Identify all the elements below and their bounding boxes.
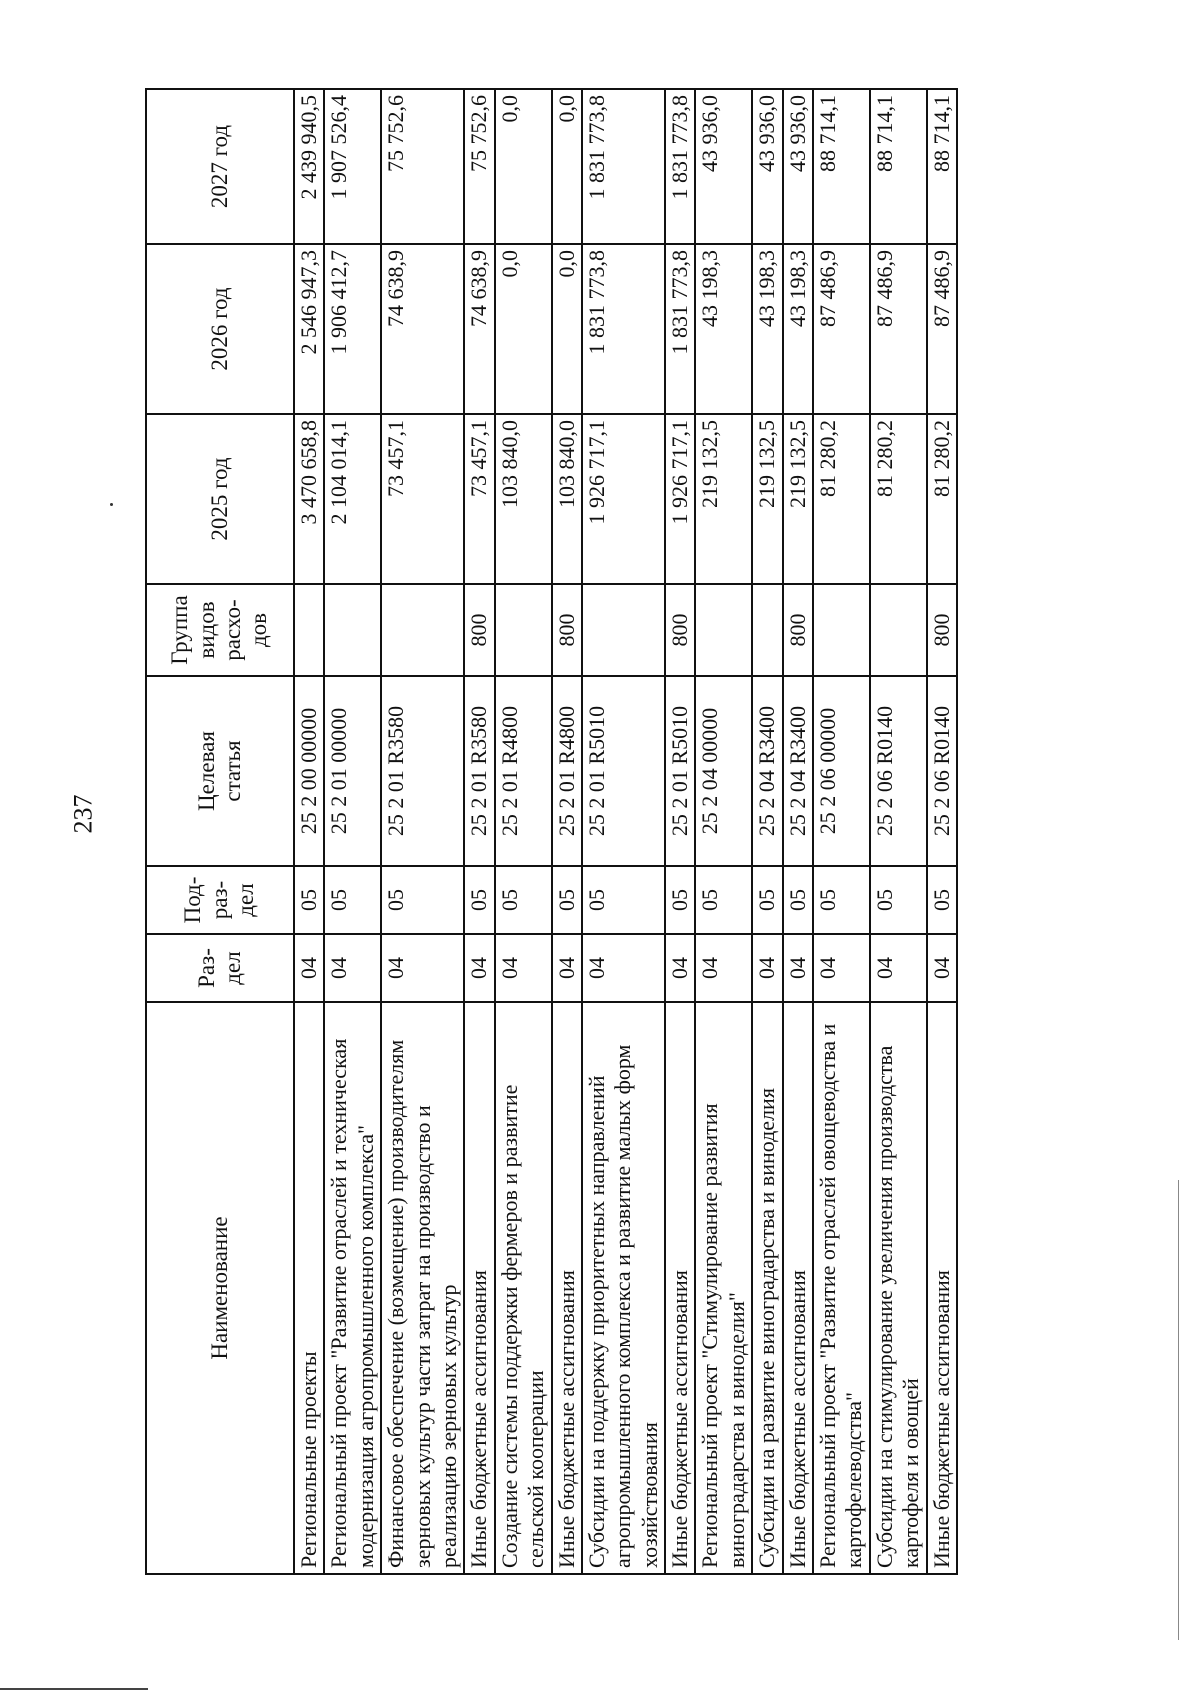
cell-group bbox=[381, 584, 464, 676]
cell-name: Субсидии на стимулирование увеличения производства картофеля и овощей bbox=[870, 1002, 927, 1574]
cell-razdel: 04 bbox=[464, 934, 494, 1002]
table-row bbox=[464, 89, 494, 1574]
cell-2027: 75 752,6 bbox=[464, 89, 494, 244]
cell-group: 800 bbox=[665, 584, 695, 676]
cell-2027: 88 714,1 bbox=[813, 89, 870, 244]
cell-group bbox=[752, 584, 782, 676]
cell-2026: 1 906 412,7 bbox=[324, 244, 381, 414]
cell-group bbox=[294, 584, 324, 676]
cell-2026: 43 198,3 bbox=[783, 244, 813, 414]
budget-table bbox=[145, 88, 958, 1575]
cell-2026: 43 198,3 bbox=[695, 244, 752, 414]
cell-2025: 81 280,2 bbox=[927, 414, 957, 584]
header-2026: 2026 год bbox=[146, 244, 294, 414]
cell-group: 800 bbox=[927, 584, 957, 676]
cell-2025: 73 457,1 bbox=[464, 414, 494, 584]
cell-razdel: 04 bbox=[381, 934, 464, 1002]
budget-table-container bbox=[145, 90, 1030, 1575]
cell-2027: 0,0 bbox=[495, 89, 552, 244]
cell-2026: 87 486,9 bbox=[813, 244, 870, 414]
table-row bbox=[870, 89, 927, 1574]
cell-2027: 75 752,6 bbox=[381, 89, 464, 244]
cell-razdel: 04 bbox=[582, 934, 665, 1002]
cell-target: 25 2 01 R3580 bbox=[464, 676, 494, 866]
cell-target: 25 2 04 R3400 bbox=[752, 676, 782, 866]
cell-2026: 2 546 947,3 bbox=[294, 244, 324, 414]
table-row bbox=[783, 89, 813, 1574]
table-body bbox=[294, 89, 957, 1574]
header-group: Группа видов расхо- дов bbox=[146, 584, 294, 676]
cell-target: 25 2 06 R0140 bbox=[870, 676, 927, 866]
table-row bbox=[324, 89, 381, 1574]
cell-2025: 103 840,0 bbox=[495, 414, 552, 584]
header-2025: 2025 год bbox=[146, 414, 294, 584]
cell-2027: 43 936,0 bbox=[695, 89, 752, 244]
cell-target: 25 2 04 R3400 bbox=[783, 676, 813, 866]
cell-podrazdel: 05 bbox=[927, 866, 957, 934]
cell-2027: 1 831 773,8 bbox=[582, 89, 665, 244]
cell-name: Иные бюджетные ассигнования bbox=[927, 1002, 957, 1574]
cell-podrazdel: 05 bbox=[552, 866, 582, 934]
cell-2025: 1 926 717,1 bbox=[582, 414, 665, 584]
cell-name: Субсидии на развитие виноградарства и виноделия bbox=[752, 1002, 782, 1574]
cell-podrazdel: 05 bbox=[870, 866, 927, 934]
cell-2027: 88 714,1 bbox=[870, 89, 927, 244]
cell-2026: 74 638,9 bbox=[381, 244, 464, 414]
cell-2027: 0,0 bbox=[552, 89, 582, 244]
cell-2025: 3 470 658,8 bbox=[294, 414, 324, 584]
cell-podrazdel: 05 bbox=[294, 866, 324, 934]
cell-razdel: 04 bbox=[294, 934, 324, 1002]
table-row bbox=[582, 89, 665, 1574]
table-row bbox=[813, 89, 870, 1574]
table-row bbox=[665, 89, 695, 1574]
footer-rule bbox=[0, 1688, 148, 1690]
cell-target: 25 2 06 R0140 bbox=[927, 676, 957, 866]
cell-2025: 73 457,1 bbox=[381, 414, 464, 584]
table-row bbox=[927, 89, 957, 1574]
cell-razdel: 04 bbox=[870, 934, 927, 1002]
cell-name: Иные бюджетные ассигнования bbox=[464, 1002, 494, 1574]
table-row bbox=[294, 89, 324, 1574]
cell-group bbox=[582, 584, 665, 676]
page-number bbox=[63, 784, 103, 844]
cell-2027: 1 907 526,4 bbox=[324, 89, 381, 244]
cell-name: Иные бюджетные ассигнования bbox=[552, 1002, 582, 1574]
cell-2027: 88 714,1 bbox=[927, 89, 957, 244]
cell-2026: 87 486,9 bbox=[870, 244, 927, 414]
cell-group: 800 bbox=[552, 584, 582, 676]
cell-2025: 81 280,2 bbox=[870, 414, 927, 584]
page-number-text: 237 bbox=[68, 794, 97, 834]
cell-group: 800 bbox=[783, 584, 813, 676]
cell-group: 800 bbox=[464, 584, 494, 676]
cell-name: Создание системы поддержки фермеров и развитие сельской кооперации bbox=[495, 1002, 552, 1574]
cell-2027: 1 831 773,8 bbox=[665, 89, 695, 244]
cell-razdel: 04 bbox=[552, 934, 582, 1002]
table-row bbox=[552, 89, 582, 1574]
cell-target: 25 2 06 00000 bbox=[813, 676, 870, 866]
cell-razdel: 04 bbox=[324, 934, 381, 1002]
cell-razdel: 04 bbox=[695, 934, 752, 1002]
cell-podrazdel: 05 bbox=[752, 866, 782, 934]
cell-target: 25 2 04 00000 bbox=[695, 676, 752, 866]
cell-2025: 81 280,2 bbox=[813, 414, 870, 584]
cell-2025: 219 132,5 bbox=[752, 414, 782, 584]
cell-group bbox=[695, 584, 752, 676]
table-row bbox=[752, 89, 782, 1574]
header-name: Наименование bbox=[146, 1002, 294, 1574]
cell-razdel: 04 bbox=[665, 934, 695, 1002]
table-row bbox=[381, 89, 464, 1574]
cell-podrazdel: 05 bbox=[665, 866, 695, 934]
header-razdel: Раз- дел bbox=[146, 934, 294, 1002]
cell-razdel: 04 bbox=[752, 934, 782, 1002]
cell-2026: 1 831 773,8 bbox=[582, 244, 665, 414]
table-row bbox=[495, 89, 552, 1574]
cell-razdel: 04 bbox=[495, 934, 552, 1002]
cell-2026: 1 831 773,8 bbox=[665, 244, 695, 414]
cell-name: Субсидии на поддержку приоритетных направлений агропромышленного комплекса и развитие малых форм хозяйствования bbox=[582, 1002, 665, 1574]
cell-2027: 2 439 940,5 bbox=[294, 89, 324, 244]
table-header-row bbox=[146, 89, 294, 1574]
cell-name: Финансовое обеспечение (возмещение) производителям зерновых культур части затрат на производство и реализацию зерновых культур bbox=[381, 1002, 464, 1574]
cell-2025: 219 132,5 bbox=[695, 414, 752, 584]
cell-podrazdel: 05 bbox=[813, 866, 870, 934]
cell-group bbox=[324, 584, 381, 676]
cell-name: Региональный проект "Стимулирование развития виноградарства и виноделия" bbox=[695, 1002, 752, 1574]
cell-name: Иные бюджетные ассигнования bbox=[665, 1002, 695, 1574]
scan-dot bbox=[110, 503, 113, 506]
cell-2026: 43 198,3 bbox=[752, 244, 782, 414]
cell-group bbox=[813, 584, 870, 676]
header-podrazdel: Под- раз- дел bbox=[146, 866, 294, 934]
cell-podrazdel: 05 bbox=[381, 866, 464, 934]
cell-group bbox=[870, 584, 927, 676]
cell-group bbox=[495, 584, 552, 676]
cell-razdel: 04 bbox=[927, 934, 957, 1002]
cell-podrazdel: 05 bbox=[464, 866, 494, 934]
cell-podrazdel: 05 bbox=[582, 866, 665, 934]
cell-target: 25 2 01 R5010 bbox=[665, 676, 695, 866]
cell-2027: 43 936,0 bbox=[783, 89, 813, 244]
cell-2025: 2 104 014,1 bbox=[324, 414, 381, 584]
cell-2026: 0,0 bbox=[495, 244, 552, 414]
cell-razdel: 04 bbox=[813, 934, 870, 1002]
cell-target: 25 2 01 R5010 bbox=[582, 676, 665, 866]
cell-podrazdel: 05 bbox=[695, 866, 752, 934]
cell-2025: 1 926 717,1 bbox=[665, 414, 695, 584]
cell-target: 25 2 01 R3580 bbox=[381, 676, 464, 866]
cell-2026: 74 638,9 bbox=[464, 244, 494, 414]
cell-2027: 43 936,0 bbox=[752, 89, 782, 244]
cell-target: 25 2 01 R4800 bbox=[552, 676, 582, 866]
cell-name: Региональный проект "Развитие отраслей и техническая модернизация агропромышленного комплекса" bbox=[324, 1002, 381, 1574]
header-target: Целевая статья bbox=[146, 676, 294, 866]
table-row bbox=[695, 89, 752, 1574]
cell-name: Иные бюджетные ассигнования bbox=[783, 1002, 813, 1574]
cell-2025: 219 132,5 bbox=[783, 414, 813, 584]
cell-podrazdel: 05 bbox=[495, 866, 552, 934]
scan-edge-line bbox=[1178, 1180, 1179, 1640]
cell-target: 25 2 01 00000 bbox=[324, 676, 381, 866]
cell-podrazdel: 05 bbox=[324, 866, 381, 934]
cell-razdel: 04 bbox=[783, 934, 813, 1002]
cell-podrazdel: 05 bbox=[783, 866, 813, 934]
cell-name: Региональные проекты bbox=[294, 1002, 324, 1574]
cell-name: Региональный проект "Развитие отраслей овощеводства и картофелеводства" bbox=[813, 1002, 870, 1574]
cell-target: 25 2 01 R4800 bbox=[495, 676, 552, 866]
cell-2026: 0,0 bbox=[552, 244, 582, 414]
cell-target: 25 2 00 00000 bbox=[294, 676, 324, 866]
cell-2025: 103 840,0 bbox=[552, 414, 582, 584]
header-2027: 2027 год bbox=[146, 89, 294, 244]
cell-2026: 87 486,9 bbox=[927, 244, 957, 414]
